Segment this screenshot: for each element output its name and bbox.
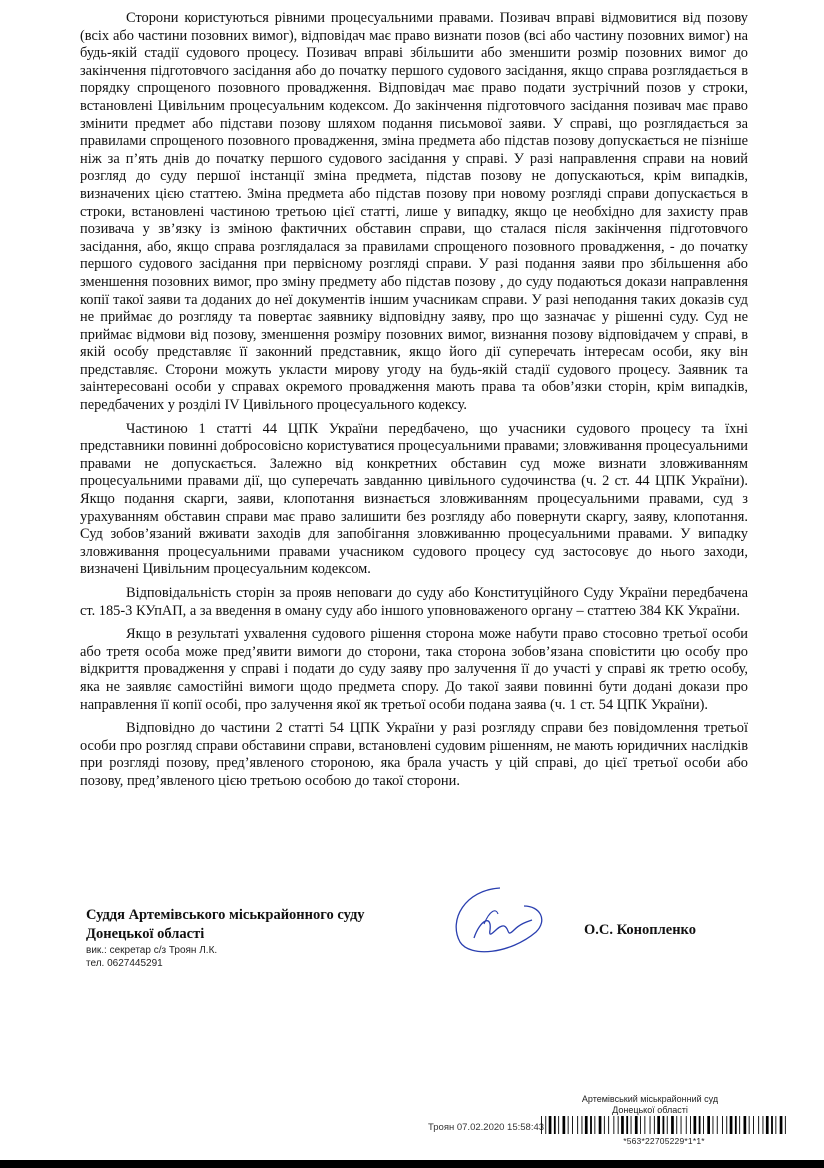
scan-bottom-edge	[0, 1160, 824, 1168]
paragraph-third-party-consequences: Відповідно до частини 2 статті 54 ЦПК України у разі розгляду справи без повідомлення третьої особи про розгляд справи обставини справи, встановлені судовим рішенням, не мають юридичних наслідків при розгляді позову, пред’явленого стороною, яка брала участь у цій справі, до цієї третьої особи або позову, пред’явленого цією третьою особою до такої сторони.	[80, 720, 748, 789]
court-label: Артемівський міськрайонний суд Донецької області	[581, 1094, 719, 1115]
executor-line: вик.: секретар с/з Троян Л.К.	[86, 945, 218, 956]
handwritten-signature-icon	[440, 880, 560, 960]
signature-block	[86, 906, 396, 970]
judge-title: Суддя Артемівського міськрайонного суду Донецької області	[86, 907, 365, 942]
paragraph-procedural-rights: Сторони користуються рівними процесуальними правами. Позивач вправі відмовитися від позову (всіх або частини позовних вимог), відповідач має право визнати позов (всі або частину позовних вимог) на будь-якій стадії судового процесу. Позивач вправі збільшити або зменшити розмір позовних вимог до закінчення підготовчого засідання або до початку першого судового засідання, якщо справа розглядається в порядку спрощеного позовного провадження. Відповідач має право подати зустрічний позов у строки, встановлені Цивільним процесуальним кодексом. До закінчення підготовчого засідання позивач має право змінити предмет або підстави позову шляхом подання письмової заяви. У справі, що розглядається за правилами спрощеного позовного провадження, зміна предмета або підстав позову допускається не пізніше ніж за п’ять днів до початку першого судового засідання у справі. У разі направлення справи на новий розгляд до суду першої інстанції зміна предмета, підстав позову не допускаються, крім випадків, визначених цією статтею. Зміна предмета або підстав позову при новому розгляді справи допускається в строки, встановлені частиною третьою цієї статті, лише у випадку, якщо це необхідно для захисту прав позивача у зв’язку із зміною фактичних обставин справи, що сталася після закінчення підготовчого засідання, або, якщо справа розглядалася за правилами спрощеного позовного провадження, - до початку першого судового засідання при первісному розгляді справи. У разі подання заяви про збільшення або зменшення позовних вимог, про зміну предмету або підстав позову , до суду подаються докази направлення копії такої заяви та доданих до неї документів іншим учасникам справи. У разі неподання таких доказів суд не приймає до розгляду та повертає заявнику відповідну заяву, про що зазначає у рішенні суду. Суд не приймає відмови від позову, зменшення розміру позовних вимог, визнання позову відповідачем у справі, в якій особу представляє її законний представник, якщо його дії суперечать інтересам особи, яку він представляє. Сторони можуть укласти мирову угоду на будь-якій стадії судового процесу. Заявник та заінтересовані особи у справах окремого провадження мають права та обов’язки сторін, крім випадків, передбачених у розділі IV Цивільного процесуального кодексу.	[80, 10, 748, 414]
barcode-number: *563*22705229*1*1*	[623, 1136, 705, 1146]
judge-name: О.С. Конопленко	[584, 922, 696, 938]
phone-line: тел. 0627445291	[86, 958, 163, 969]
paragraph-liability: Відповідальність сторін за прояв неповаги до суду або Конституційного Суду України передбачена ст. 185-3 КУпАП, а за введення в оману суду або іншого уповноваженого органу – статтею 384 КК України.	[80, 585, 748, 619]
paragraph-third-party-notice: Якщо в результаті ухвалення судового рішення сторона може набути право стосовно третьої особи або третя особа може пред’явити вимоги до сторони, така сторона зобов’язана сповістити цю особу про відкриття провадження у справі і подати до суду заяву про залучення її до участі у справі як третю особу, яка не заявляє самостійні вимоги щодо предмета спору. До такої заяви повинні бути додані докази про направлення її копії особі, про залучення якої як третьої особи подана заява (ч. 1 ст. 54 ЦПК України).	[80, 626, 748, 713]
body-text	[80, 10, 748, 797]
secretary-timestamp: Троян 07.02.2020 15:58:43	[428, 1122, 545, 1133]
paragraph-abuse-of-rights: Частиною 1 статті 44 ЦПК України передбачено, що учасники судового процесу та їхні представники повинні добросовісно користуватися процесуальними правами; зловживання процесуальними правами не допускається. Залежно від конкретних обставин суд може визнати зловживанням процесуальними правами дії, що суперечать завданню цивільного судочинства (ч. 2 ст. 44 ЦПК України). Якщо подання скарги, заяви, клопотання визнається зловживанням процесуальними правами, суд з урахуванням обставин справи має право залишити без розгляду або повернути скаргу, заяву, клопотання. Суд зобов’язаний вживати заходів для запобігання зловживанню процесуальними правами. У випадку зловживання процесуальними правами учасником судового процесу суд застосовує до нього заходи, визначені Цивільним процесуальним кодексом.	[80, 420, 748, 578]
barcode-icon	[541, 1116, 787, 1134]
